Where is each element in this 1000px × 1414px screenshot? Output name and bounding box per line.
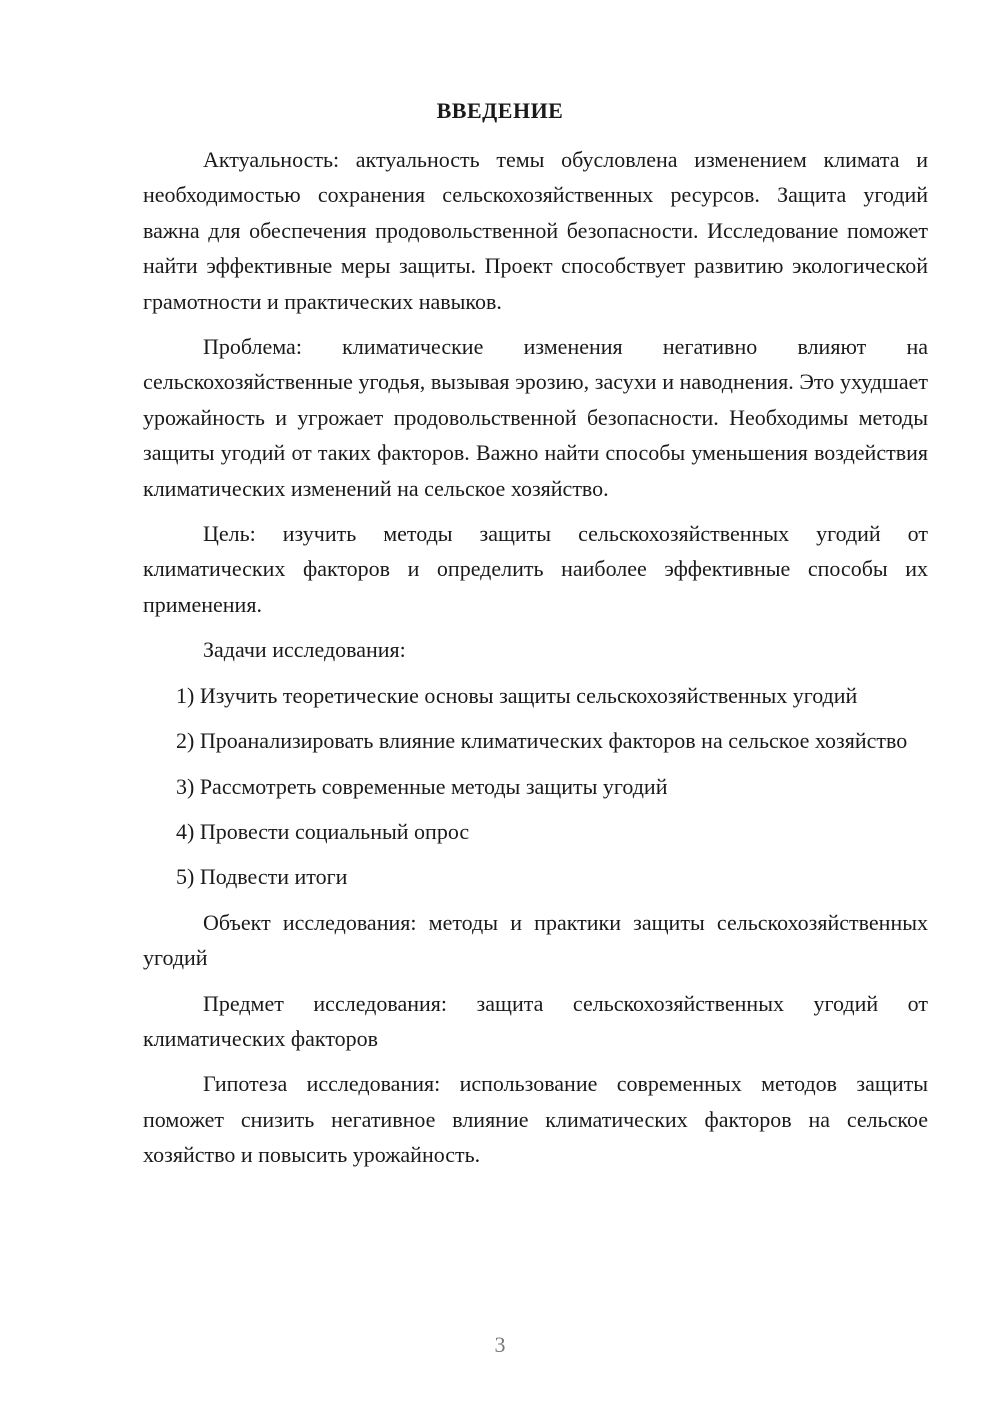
page-title: ВВЕДЕНИЕ <box>436 98 564 123</box>
page-number: 3 <box>494 1332 506 1357</box>
relevance-paragraph: Актуальность: актуальность темы обусловлена изменением климата и необходимостью сохранения сельскохозяйственных ресурсов. Защита угодий важна для обеспечения продовольственной безопасности. Исследование поможет найти эффективные меры защиты. Проект способствует развитию экологической грамотности и практических навыков. <box>143 147 928 314</box>
goal-paragraph: Цель: изучить методы защиты сельскохозяйственных угодий от климатических факторов и определить наиболее эффективные способы их применения. <box>143 521 928 617</box>
object-paragraph: Объект исследования: методы и практики защиты сельскохозяйственных угодий <box>143 909 928 971</box>
task-item-1: 1) Изучить теоретические основы защиты сельскохозяйственных угодий <box>176 682 858 708</box>
hypothesis-paragraph: Гипотеза исследования: использование современных методов защиты поможет снизить негативное влияние климатических факторов на сельское хозяйство и повысить урожайность. <box>143 1071 928 1168</box>
problem-paragraph: Проблема: климатические изменения негативно влияют на сельскохозяйственные угодья, вызывая эрозию, засухи и наводнения. Это ухудшает урожайность и угрожает продовольственной безопасности. Необходимы методы защиты угодий от таких факторов. Важно найти способы уменьшения воздействия климатических изменений на сельское хозяйство. <box>143 334 928 501</box>
tasks-heading: Задачи исследования: <box>203 637 406 663</box>
task-item-3: 3) Рассмотреть современные методы защиты угодий <box>176 773 668 799</box>
task-item-5: 5) Подвести итоги <box>176 864 348 890</box>
subject-paragraph: Предмет исследования: защита сельскохозяйственных угодий от климатических факторов <box>143 990 928 1051</box>
task-item-4: 4) Провести социальный опрос <box>176 818 470 844</box>
page-body <box>143 142 928 1183</box>
task-item-2: 2) Проанализировать влияние климатических факторов на сельское хозяйство <box>176 728 908 754</box>
